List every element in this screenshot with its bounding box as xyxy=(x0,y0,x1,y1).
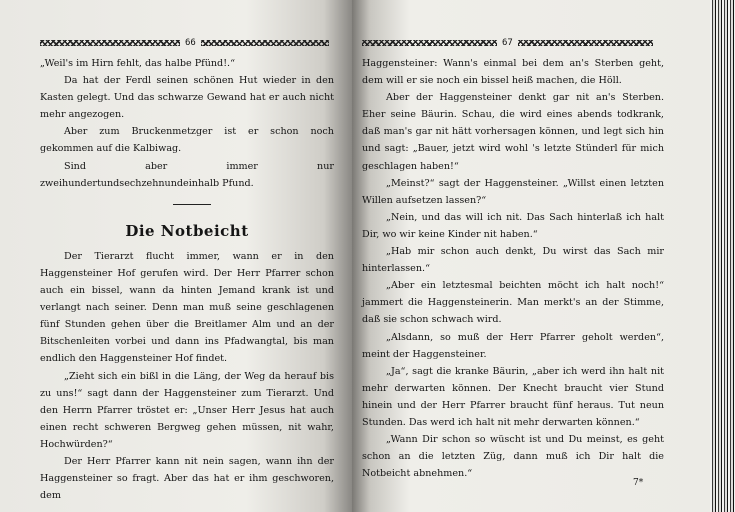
paragraph: „Meinst?“ sagt der Haggensteiner. „Willst einen letzten Willen aufsetzen lassen?“ xyxy=(362,177,664,206)
paragraph: „Alsdann, so muß der Herr Pfarrer geholt werden“, meint der Haggensteiner. xyxy=(362,331,664,360)
page-edges xyxy=(710,0,735,512)
paragraph: „Ja“, sagt die kranke Bäurin, „aber ich werd ihn halt nit mehr derwarten können. Der Knecht braucht vier Stund hinein und der Herr Pfarrer braucht fünf heraus. Tut neun Stunden. Das werd ich halt nit mehr derwarten können.“ xyxy=(362,365,664,428)
paragraph: „Nein, und das will ich nit. Das Sach hinterlaß ich halt Dir, wo wir keine Kinder nit haben.“ xyxy=(362,211,664,240)
page-number-left: 66 xyxy=(185,38,196,48)
paragraph: Da hat der Ferdl seinen schönen Hut wieder in den Kasten gelegt. Und das schwarze Gewand hat er auch nicht mehr angezogen. xyxy=(40,75,334,121)
paragraph: Der Tierarzt flucht immer, wann er in den Haggensteiner Hof gerufen wird. Der Herr Pfarrer schon auch ein bissel, wann da hinten Jemand krank ist und verlangt nach seiner. Denn man muß seine geschlagenen fünf Stunden gehen über die Breitlamer Alm und an der Bitschenleiten vorbei und dann ins Pfadwangtal, bis man endlich den Haggensteiner Hof findet. xyxy=(40,250,334,365)
paragraph: „Wann Dir schon so wüscht ist und Du meinst, es geht schon an die letzten Züg, dann muß ich Dir halt die Notbeicht abnehmen.“ xyxy=(362,434,664,480)
right-page-header xyxy=(362,36,653,50)
ornament-right-1 xyxy=(362,40,497,46)
right-page-text xyxy=(362,55,664,482)
left-page xyxy=(0,0,352,512)
paragraph: „Weil's im Hirn fehlt, das halbe Pfünd!.“ xyxy=(40,58,236,69)
ornament-left-2 xyxy=(201,40,329,46)
paragraph: „Hab mir schon auch denkt, Du wirst das Sach mir hinterlassen.“ xyxy=(362,246,664,275)
right-page xyxy=(352,0,710,512)
page-number-right: 67 xyxy=(502,38,513,48)
signature-mark: 7* xyxy=(633,478,644,488)
paragraph: Aber der Haggensteiner denkt gar nit an's Sterben. Eher seine Bäurin. Schau, die wird eines abends todkrank, daß man's gar nit hätt vorhersagen können, und legt sich hin und sagt: „Bauer, jetzt wird wohl 's letzte Stünderl für mich geschlagen haben!“ xyxy=(362,92,664,172)
paragraph: Sind aber immer nur zweihundertundsechzehnundeinhalb Pfund. xyxy=(40,160,334,189)
section-divider xyxy=(173,204,211,205)
left-page-header xyxy=(40,36,329,50)
left-page-text xyxy=(40,55,334,504)
ornament-right-2 xyxy=(518,40,653,46)
paragraph: Aber zum Bruckenmetzger ist er schon noch gekommen auf die Kalbiwag. xyxy=(40,126,334,155)
paragraph: Der Herr Pfarrer kann nit nein sagen, wann ihn der Haggensteiner so fragt. Aber das hat er ihm geschworen, dem xyxy=(40,455,334,502)
paragraph: Haggensteiner: Wann's einmal bei dem an's Sterben geht, dem will er sie noch ein bissel heiß machen, die Höll. xyxy=(362,58,664,87)
chapter-title: Die Notbeicht xyxy=(125,221,249,240)
ornament-left-1 xyxy=(40,40,180,46)
paragraph: „Zieht sich ein bißl in die Läng, der Weg da herauf bis zu uns!“ sagt dann der Haggensteiner zum Tierarzt. Und den Herrn Pfarrer tröstet er: „Unser Herr Jesus hat auch einen recht schweren Bergweg gehen müssen, nit wahr, Hochwürden?“ xyxy=(40,370,334,450)
paragraph: „Aber ein letztesmal beichten möcht ich halt noch!“ jammert die Haggensteinerin. Man merkt's an der Stimme, daß sie schon schwach wird. xyxy=(362,280,664,326)
